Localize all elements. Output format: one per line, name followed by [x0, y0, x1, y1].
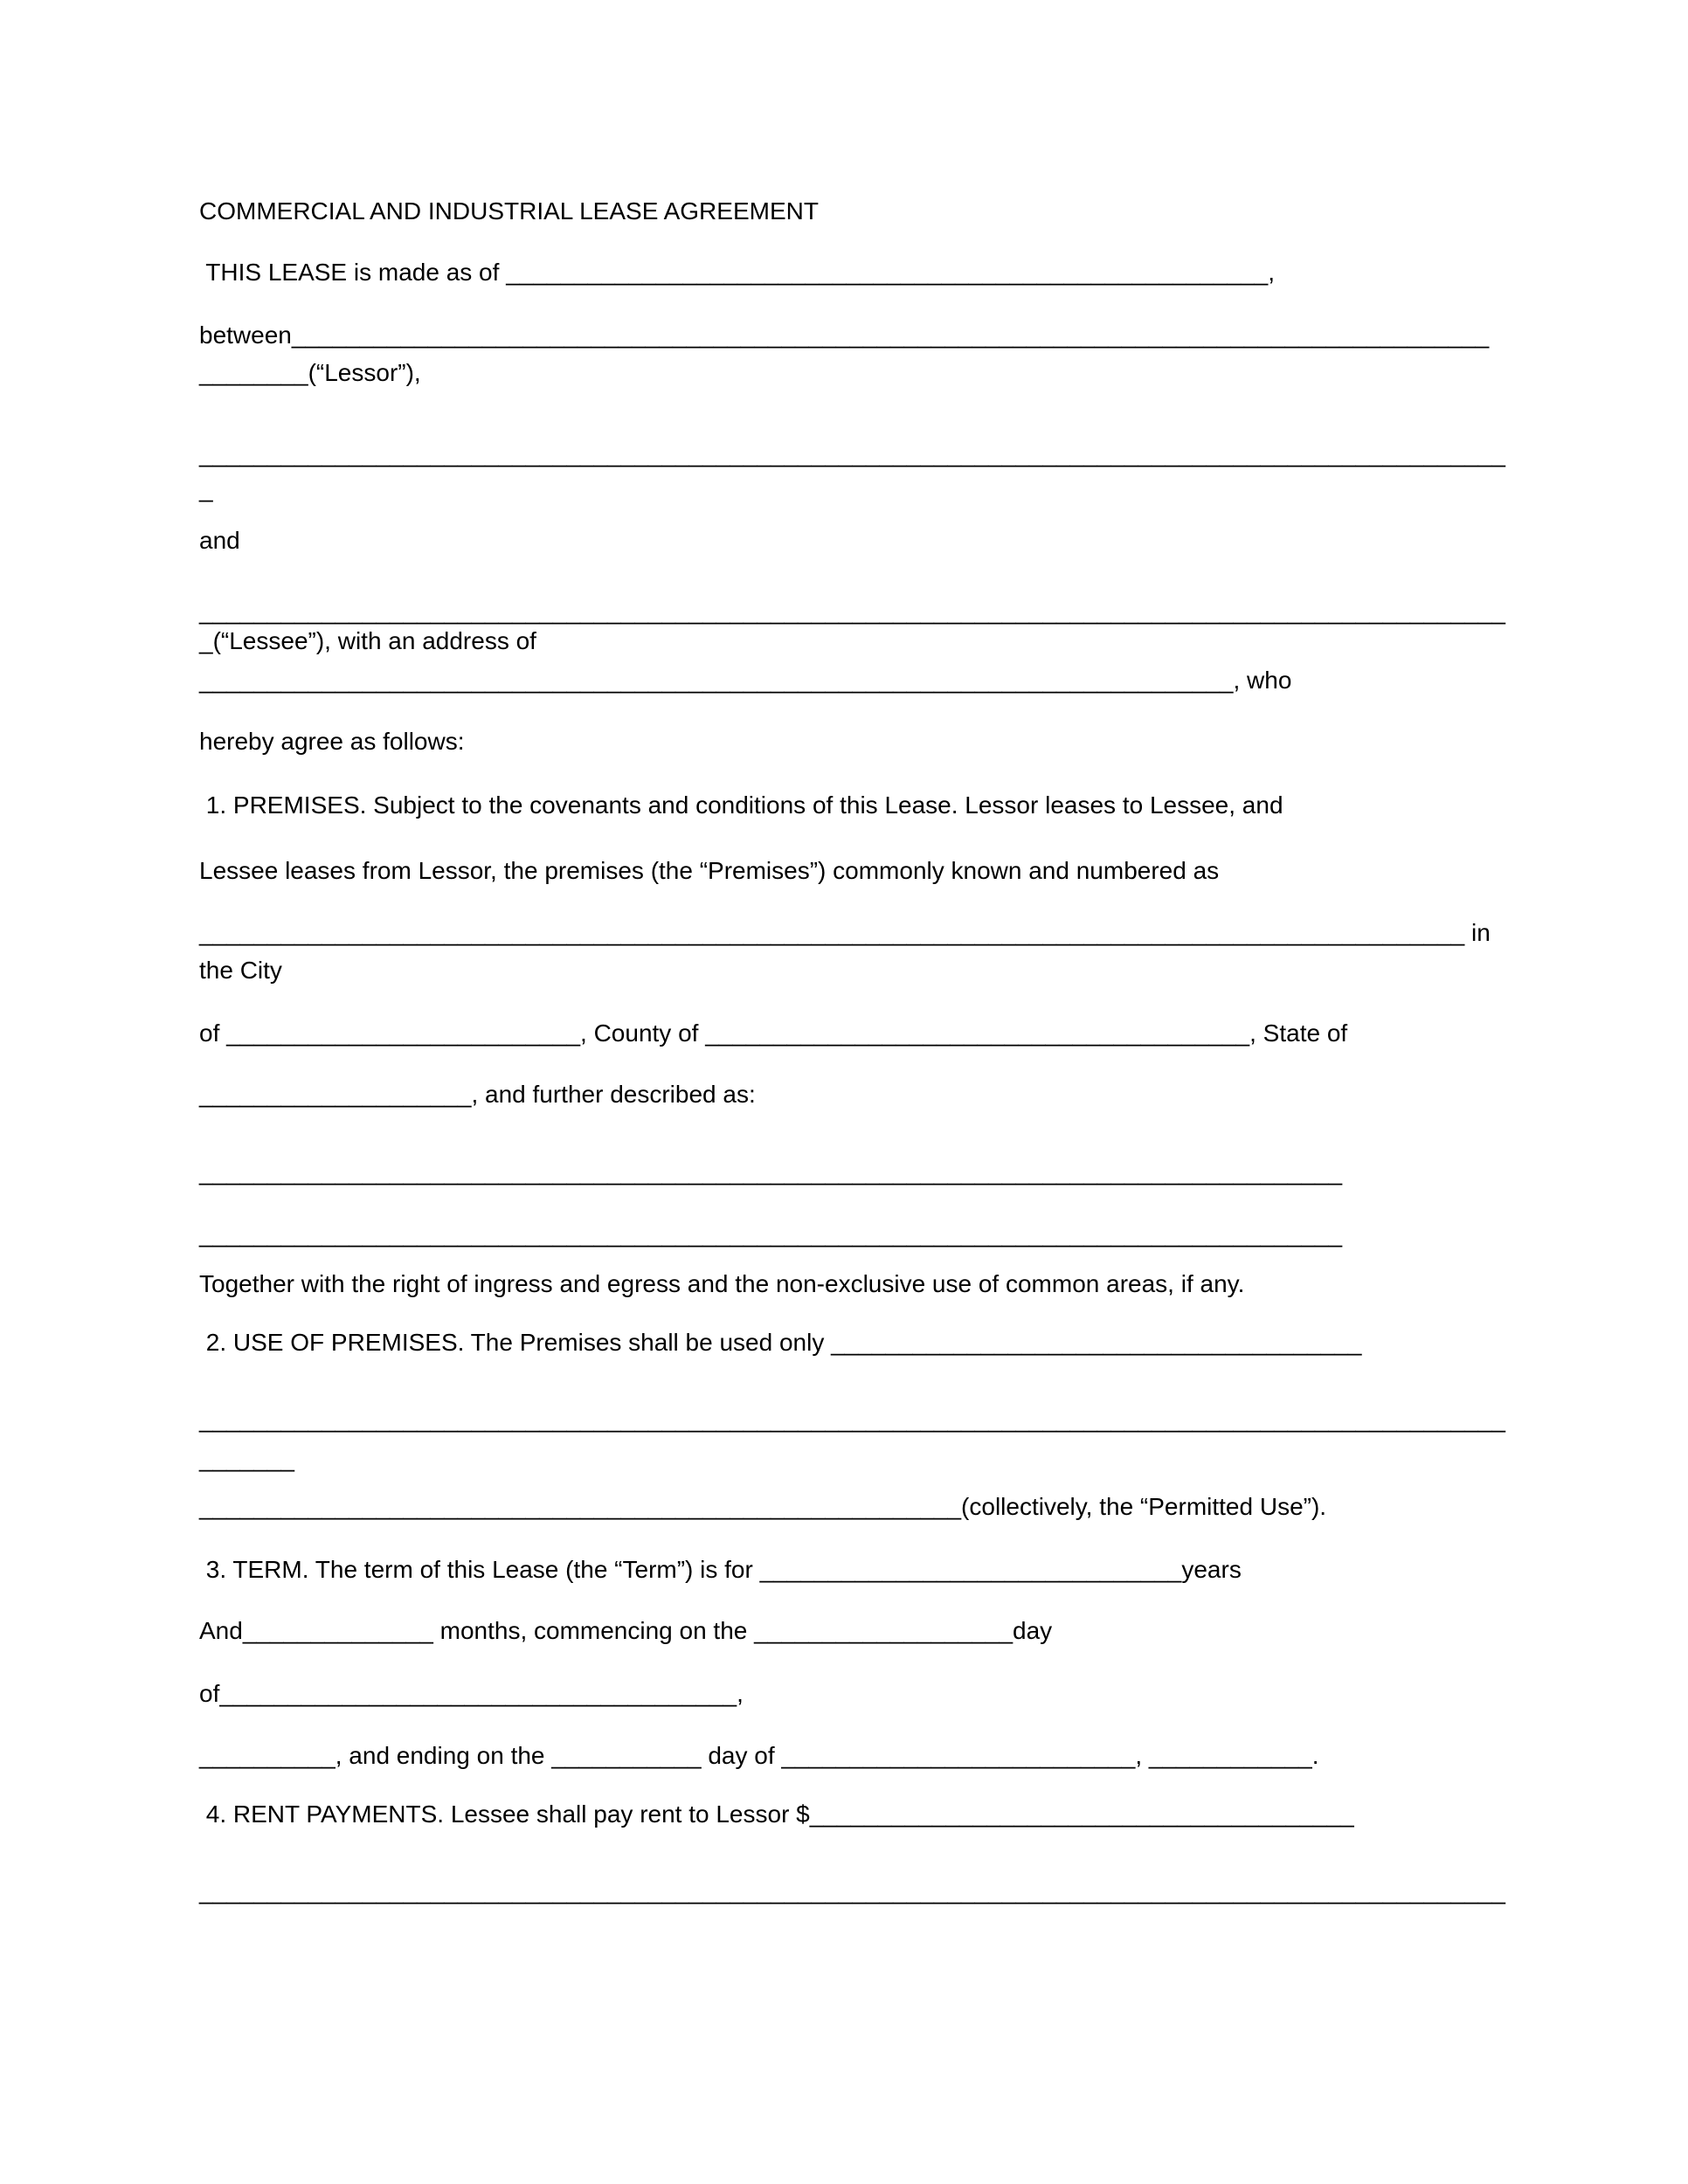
lessee-address-line — [199, 666, 1291, 695]
commencement-year-blank[interactable]: __________ — [199, 1742, 336, 1769]
ending-on-label: , and ending on the — [335, 1742, 552, 1769]
permitted-use-blank-2[interactable]: ________________________________________________________________________________________________ — [199, 1406, 1505, 1433]
state-blank[interactable]: ____________________ — [199, 1081, 472, 1108]
premises-clause-line-1 — [199, 791, 1283, 820]
term-line — [199, 1555, 1242, 1585]
premises-description-blank-1[interactable]: ____________________________________________________________________________________ — [199, 1158, 1343, 1185]
in-label: in — [1464, 919, 1491, 946]
ending-year-blank[interactable]: ____________ — [1148, 1742, 1312, 1769]
ingress-egress-text: Together with the right of ingress and egress and the non-exclusive use of common areas, if any. — [199, 1270, 1245, 1297]
commencement-month-blank[interactable]: ______________________________________ — [219, 1680, 737, 1707]
premises-description-blank-2[interactable]: ____________________________________________________________________________________ — [199, 1220, 1343, 1248]
of-label: of — [199, 1019, 227, 1047]
description-blank-line-2 — [199, 1220, 1342, 1249]
lessor-address-line — [199, 439, 1505, 469]
rent-amount-blank[interactable]: ________________________________________ — [809, 1800, 1354, 1828]
lessor-name-blank[interactable]: ________________________________________________________________________________________ — [291, 321, 1490, 349]
rent-payments-text: 4. RENT PAYMENTS. Lessee shall pay rent to Lessor $ — [199, 1800, 810, 1828]
lease-date-label: THIS LEASE is made as of — [199, 259, 507, 286]
use-of-premises-text: 2. USE OF PREMISES. The Premises shall be used only — [199, 1329, 832, 1356]
rent-amount-continuation-blank[interactable]: ________________________________________________________________________________________________ — [199, 1877, 1505, 1904]
lease-date-comma: , — [1268, 259, 1276, 286]
county-state-line — [199, 1019, 1347, 1048]
who-label: , who — [1233, 667, 1292, 694]
permitted-use-blank-3[interactable]: _______ — [199, 1445, 295, 1472]
permitted-use-line — [199, 1492, 1326, 1522]
lessee-name-continuation-blank[interactable]: _ — [199, 627, 213, 654]
term-months-blank[interactable]: ______________ — [242, 1617, 433, 1644]
years-label: years — [1181, 1556, 1242, 1583]
lease-date-blank[interactable]: ________________________________________________________ — [506, 259, 1269, 286]
hereby-agree-line — [199, 727, 465, 757]
and-months-label: And — [199, 1617, 243, 1644]
commencing-label: months, commencing on the — [432, 1617, 755, 1644]
lessor-line — [199, 358, 421, 388]
commencement-day-blank[interactable]: ___________________ — [754, 1617, 1013, 1644]
use-blank-line-full — [199, 1405, 1505, 1434]
period-text: . — [1311, 1742, 1319, 1769]
lessee-line — [199, 626, 536, 656]
between-label: between — [199, 321, 292, 349]
lessee-label: (“Lessee”), with an address of — [212, 627, 536, 654]
use-of-premises-line — [199, 1328, 1361, 1358]
of-label-2: of — [199, 1680, 220, 1707]
ending-month-blank[interactable]: __________________________ — [781, 1742, 1136, 1769]
ingress-egress-line — [199, 1269, 1244, 1299]
comma-text: , — [737, 1680, 744, 1707]
premises-clause-text-1: 1. PREMISES. Subject to the covenants and conditions of this Lease. Lessor leases to Lessee, and — [199, 791, 1283, 819]
stray-underscore-line — [199, 474, 213, 504]
day-of-label: day of — [701, 1742, 782, 1769]
permitted-use-blank-1[interactable]: _______________________________________ — [831, 1329, 1362, 1356]
lessee-name-line — [199, 597, 1505, 626]
premises-clause-text-2: Lessee leases from Lessor, the premises (the “Premises”) commonly known and numbered as — [199, 857, 1220, 884]
stray-underscore-blank[interactable]: _ — [199, 475, 213, 502]
county-blank[interactable]: ________________________________________ — [705, 1019, 1250, 1047]
lessor-name-continuation-blank[interactable]: ________ — [199, 359, 308, 386]
ending-line — [199, 1741, 1319, 1771]
title-text: COMMERCIAL AND INDUSTRIAL LEASE AGREEMENT — [199, 197, 819, 225]
permitted-use-label: (collectively, the “Permitted Use”). — [961, 1493, 1327, 1520]
premises-address-blank[interactable]: _____________________________________________________________________________________________ — [199, 919, 1465, 946]
city-blank[interactable]: __________________________ — [226, 1019, 581, 1047]
state-of-label: , State of — [1249, 1019, 1348, 1047]
premises-address-line — [199, 918, 1491, 948]
day-label: day — [1013, 1617, 1053, 1644]
and-line — [199, 526, 240, 556]
lessor-label: (“Lessor”), — [308, 359, 421, 386]
hereby-agree-text: hereby agree as follows: — [199, 728, 465, 755]
city-label-line — [199, 956, 282, 985]
lessee-name-blank[interactable]: ________________________________________________________________________________________________ — [199, 598, 1505, 625]
premises-clause-line-2 — [199, 856, 1219, 886]
term-years-blank[interactable]: _______________________________ — [759, 1556, 1182, 1583]
rent-blank-line — [199, 1876, 1505, 1906]
commencement-month-line — [199, 1679, 744, 1709]
months-commencing-line — [199, 1616, 1052, 1646]
ending-day-blank[interactable]: ___________ — [551, 1742, 702, 1769]
and-label: and — [199, 527, 240, 554]
use-blank-line-short — [199, 1444, 294, 1474]
county-of-label: , County of — [580, 1019, 706, 1047]
description-blank-line-1 — [199, 1158, 1342, 1187]
rent-payments-line — [199, 1800, 1354, 1829]
document-title — [199, 197, 819, 226]
city-label: the City — [199, 957, 282, 984]
comma-separator: , — [1135, 1742, 1149, 1769]
between-line — [199, 321, 1489, 350]
lessee-address-blank[interactable]: ____________________________________________________________________________ — [199, 667, 1234, 694]
term-text: 3. TERM. The term of this Lease (the “Term”) is for — [199, 1556, 760, 1583]
lease-date-line — [199, 258, 1275, 287]
lessor-address-blank[interactable]: ________________________________________________________________________________________________ — [199, 440, 1505, 467]
further-described-line — [199, 1080, 756, 1109]
further-described-label: , and further described as: — [471, 1081, 756, 1108]
permitted-use-blank-4[interactable]: ________________________________________________________ — [199, 1493, 962, 1520]
